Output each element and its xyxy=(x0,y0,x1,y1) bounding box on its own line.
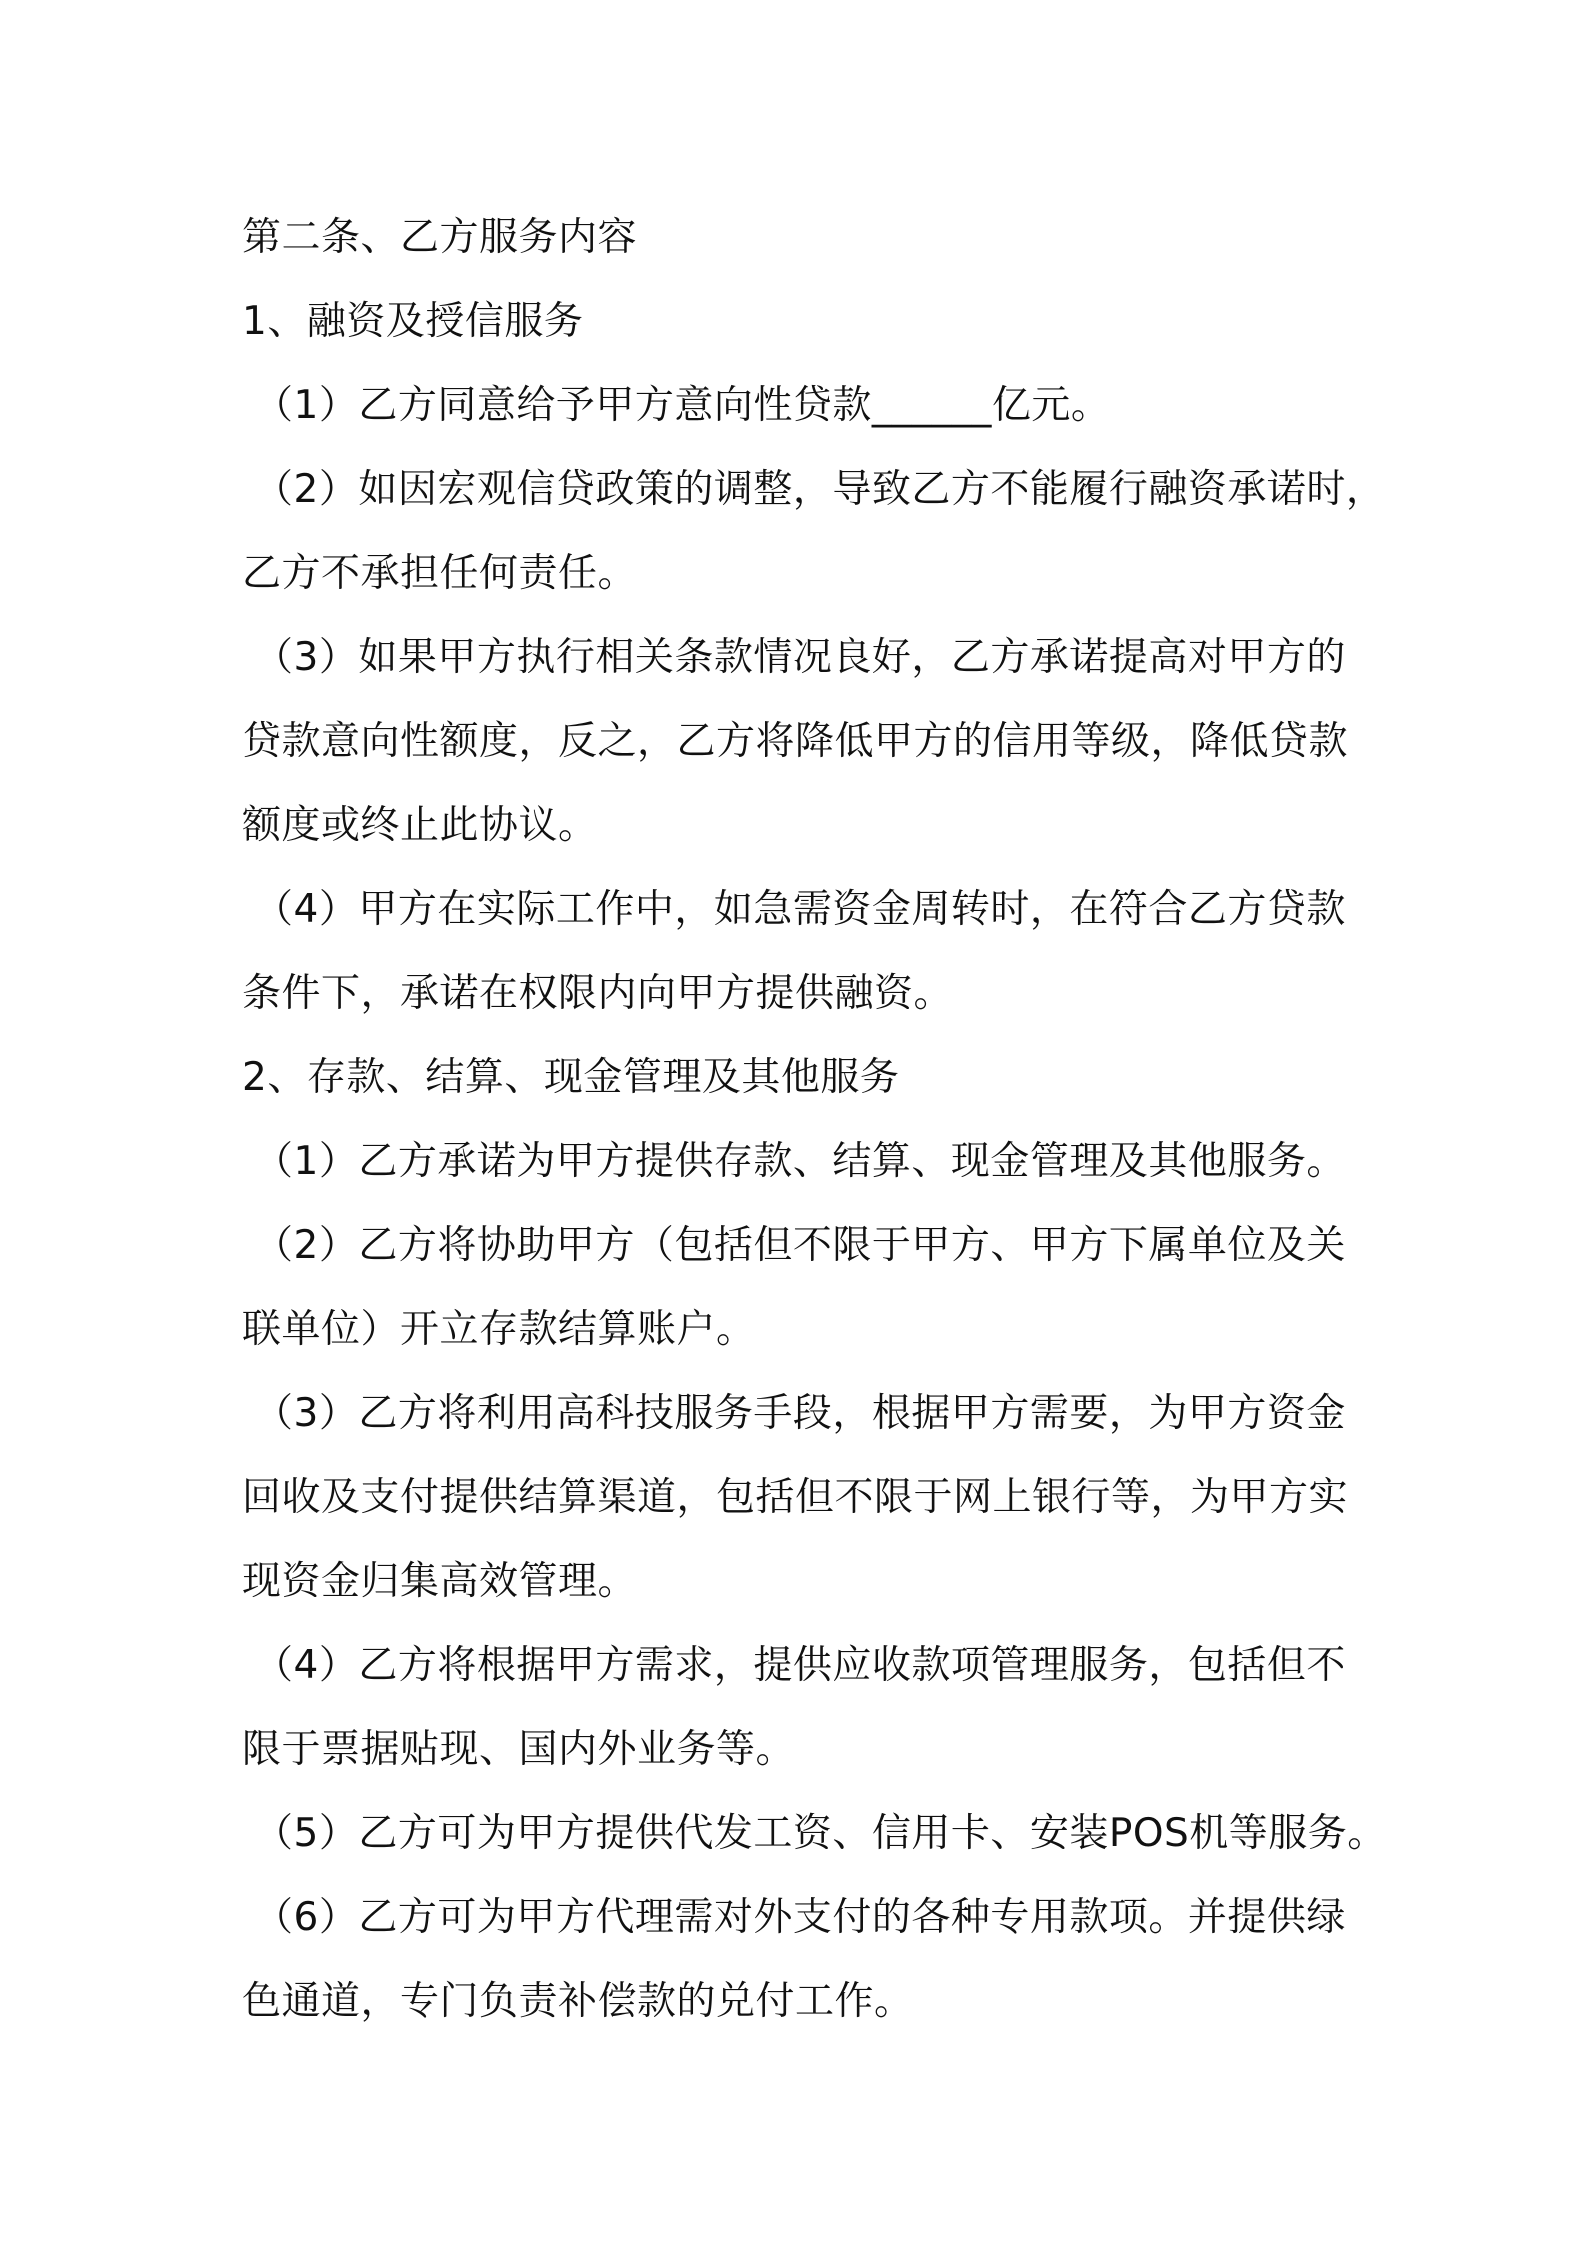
paragraph-line: （3）如果甲方执行相关条款情况良好，乙方承诺提高对甲方的 xyxy=(254,635,1346,680)
paragraph-line: （3）乙方将利用高科技服务手段，根据甲方需要，为甲方资金 xyxy=(254,1391,1346,1436)
paragraph-line: （2）如因宏观信贷政策的调整，导致乙方不能履行融资承诺时， xyxy=(254,467,1386,512)
paragraph-line: （2）乙方将协助甲方（包括但不限于甲方、甲方下属单位及关 xyxy=(254,1223,1346,1268)
paragraph-line: （1）乙方承诺为甲方提供存款、结算、现金管理及其他服务。 xyxy=(254,1139,1346,1184)
document-body xyxy=(242,196,1387,2044)
paragraph-line: 限于票据贴现、国内外业务等。 xyxy=(242,1727,796,1772)
paragraph-line: （4）甲方在实际工作中，如急需资金周转时，在符合乙方贷款 xyxy=(254,887,1346,932)
paragraph-line: 乙方不承担任何责任。 xyxy=(242,551,638,596)
paragraph-line: 贷款意向性额度，反之，乙方将降低甲方的信用等级，降低贷款 xyxy=(242,719,1349,764)
paragraph-line: 额度或终止此协议。 xyxy=(242,803,598,848)
paragraph-line: （5）乙方可为甲方提供代发工资、信用卡、安装POS机等服务。 xyxy=(254,1811,1387,1856)
section-1-title: 1、融资及授信服务 xyxy=(242,299,584,344)
paragraph-line: 联单位）开立存款结算账户。 xyxy=(242,1307,756,1352)
paragraph-line: 回收及支付提供结算渠道，包括但不限于网上银行等，为甲方实 xyxy=(242,1475,1349,1520)
paragraph-line: 色通道，专门负责补偿款的兑付工作。 xyxy=(242,1979,914,2024)
article-heading: 第二条、乙方服务内容 xyxy=(242,215,638,260)
paragraph-line: 现资金归集高效管理。 xyxy=(242,1559,638,1604)
paragraph-line: 条件下，承诺在权限内向甲方提供融资。 xyxy=(242,971,954,1016)
section-2-title: 2、存款、结算、现金管理及其他服务 xyxy=(242,1055,900,1100)
paragraph-line: （6）乙方可为甲方代理需对外支付的各种专用款项。并提供绿 xyxy=(254,1895,1346,1940)
paragraph-line: （1）乙方同意给予甲方意向性贷款______亿元。 xyxy=(254,383,1111,428)
paragraph-line: （4）乙方将根据甲方需求，提供应收款项管理服务，包括但不 xyxy=(254,1643,1346,1688)
